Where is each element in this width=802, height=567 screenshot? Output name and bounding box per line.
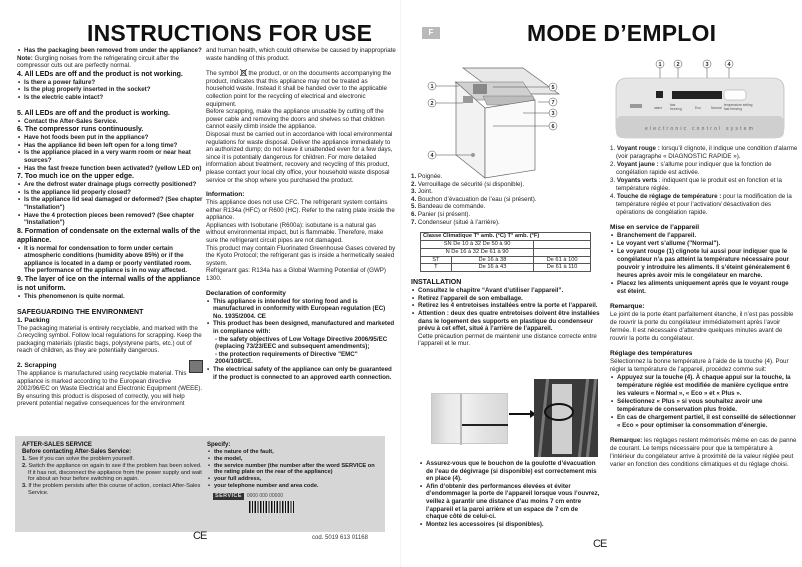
list-item: • Is the appliance lid seal damaged or deformed? (See chapter "Installation") (17, 196, 203, 211)
list-item: • Assurez-vous que le bouchon de la goulotte d’évacuation de l’eau de dégivrage (si disponible) est correctement mis en place (4). (419, 460, 601, 483)
indicator-text: s’allume pour indiquer que la fonction de congélation rapide est activée. (616, 161, 772, 176)
part-number: 3. (411, 188, 417, 196)
list-item: • Have hot foods been put in the appliance? (17, 134, 203, 142)
list-item: • Is the appliance lid properly closed? (17, 189, 203, 197)
after-sales-heading: AFTER-SALES SERVICE (22, 442, 92, 448)
section-heading: 8. Formation of condensate on the external walls of the appliance. (17, 227, 201, 244)
svg-text:6: 6 (551, 124, 555, 130)
declaration-text: This product has been designed, manufactured and marketed in compliance with: (213, 320, 395, 335)
packing-text-cont: recycling symbol. Follow local regulations for scrapping. Keep the packaging materials (plastic bags, polystyrene parts, etc.) out of reach of children, as they are potentially dangerous. (17, 332, 202, 355)
part-number: 1. (411, 173, 417, 180)
part-item (411, 211, 601, 219)
table-cell: De 61 à 110 (534, 264, 591, 272)
installation-heading: INSTALLATION (411, 279, 462, 287)
list-item: • the service number (the number after the word SERVICE on the rating plate on the rear of the appliance) (207, 463, 383, 477)
list-item: • It is normal for condensation to form under certain atmospheric conditions (humidity above 85%) or if the appliance is located in a damp or poorly ventilated room. The performance of the appliance is in no way affected. (17, 245, 203, 275)
svg-text:3: 3 (705, 62, 709, 68)
svg-text:2: 2 (676, 62, 680, 68)
temperature-settings-heading: Réglage des températures (610, 350, 693, 357)
indicator-label: Voyant jaune : (616, 161, 659, 168)
indicator-number: 3. (610, 177, 616, 184)
list-item: • Le voyant rouge (1) clignote lui aussi pour indiquer que le congélateur n’a pas atteint la température nécessaire pour pouvoir y introduire les aliments. Il s’éteint généralement 6 heures après avoir mis le congélateur en marche. (610, 248, 798, 280)
indicator-text: : indiquent que le produit est en fonction et la température réglée. (616, 177, 782, 192)
list-item: • The electrical safety of the appliance can only be guaranteed if the product is connected to an approved earth connection. (206, 366, 396, 381)
remark2-text: les réglages restent mémorisés même en cas de panne de courant. Le temps nécessaire pour que la température à l’intérieur du congélateur arrive à proximité de la valeur réglée peut varier en fonction des conditions climatiques et du réglage choisi. (610, 437, 797, 468)
list-item: • Is the electric cable intact? (17, 94, 203, 102)
after-sales-steps (22, 442, 202, 497)
indicator-item (610, 177, 798, 193)
indicator-number: 4. (610, 193, 616, 200)
indicator-number: 1. (610, 145, 616, 152)
service-plate (207, 493, 383, 500)
temperature-intro: Sélectionnez la bonne température à l’aide de la touche (4). Pour régler la température de l’appareil, procédez comme suit: (610, 358, 789, 373)
step-item (22, 483, 202, 497)
condenser-spacer-photo (534, 379, 598, 457)
part-text: Verrouillage de sécurité (si disponible). (416, 180, 525, 188)
ce-mark: CE (593, 538, 607, 550)
startup-heading: Mise en service de l’appareil (610, 224, 700, 231)
list-item: • Placez les aliments uniquement après que le voyant rouge est éteint. (610, 280, 798, 296)
table-cell: De 16 à 38 (451, 256, 533, 264)
part-number: 5. (411, 203, 417, 211)
svg-text:4: 4 (727, 62, 731, 68)
part-number: 4. (411, 195, 417, 203)
continuation-paragraph: and human health, which could otherwise be caused by inappropriate waste handling of this product. (206, 47, 396, 62)
list-item: • Has the packaging been removed from under the appliance? (17, 47, 203, 55)
part-text: Poignée. (416, 173, 443, 180)
svg-text:7: 7 (551, 100, 555, 106)
after-sales-specify (207, 442, 383, 513)
alarm-label: alarm (654, 106, 663, 110)
climate-table-header: Classe Climatique T° amb. (°C) T° amb. (°F) (421, 233, 591, 241)
ce-mark-inline: CE (257, 312, 266, 320)
after-sales-subheading: Before contacting After-Sales Service: (22, 449, 132, 455)
list-item: • Is the plug properly inserted in the socket? (17, 86, 203, 94)
step-number: 3. (22, 483, 27, 490)
table-cell: SN De 10 à 32 De 50 à 90 (421, 240, 534, 248)
step-text: See if you can solve the problem yourself. (26, 456, 134, 462)
list-item: • Is the appliance placed in a very warm room or near heat sources? (17, 149, 203, 164)
indicator-text: pour la modification de la température réglée et pour l’activation/ désactivation des opérations de congélation rapide. (616, 193, 792, 216)
directive-line: - the protection requirements of Directive "EMC" 2004/108/CE. (215, 350, 358, 366)
information-heading: Information: (206, 191, 245, 199)
step-text: Switch the appliance on again to see if the problem has been solved. If it has not, disconnect the appliance from the power supply and wait for about an hour before switching on again. (26, 462, 202, 483)
part-text: Condenseur (situé à l’arrière). (416, 218, 500, 226)
directive-line: - the safety objectives of Low Voltage Directive 2006/95/EC (replacing 73/23/EEC and subsequent amendments); (215, 335, 388, 351)
packing-paragraph (17, 325, 203, 355)
svg-text:1: 1 (430, 84, 434, 90)
remark-paragraph: Le joint de la porte étant parfaitement étanche, il n’est pas possible de rouvrir la porte du congélateur immédiatement après l’avoir fermée. Il est nécessaire d’attendre quelques minutes avant de rouvrir la porte du congélateur. (610, 311, 794, 342)
page-title: INSTRUCTIONS FOR USE (87, 20, 373, 46)
list-item: • your telephone number and area code. (207, 483, 383, 490)
part-item (411, 188, 601, 196)
list-item: • Le voyant vert s’allume ("Normal"). (610, 240, 798, 248)
after-sales-box (15, 436, 385, 532)
page-title: MODE D’EMPLOI (527, 20, 717, 46)
chest-freezer-diagram (423, 60, 563, 180)
note-label: Note: (17, 54, 33, 62)
section-heading: 7. Too much ice on the upper edge. (17, 173, 134, 181)
table-cell: T (421, 264, 452, 272)
remark2-paragraph (610, 437, 798, 469)
part-number: 6. (411, 210, 417, 218)
disposal-paragraph: Disposal must be carried out in accordance with local environmental regulations for waste disposal. Deliver the appliance immediately to an authorized dump; do not leave it unattended even for a few days, since it is potentially dangerous for children. For more detailed information about treatment, recovery and recycling of this product, please contact your local city office, your household waste disposal service or the shop where you purchased the product. (206, 130, 393, 184)
environment-heading: SAFEGUARDING THE ENVIRONMENT (17, 308, 144, 316)
scrapping-paragraph-2: By ensuring this product is disposed of correctly, you will help prevent potential negative consequences for the environment (17, 392, 185, 408)
indicator-item (610, 161, 798, 177)
symbol-text-cont: the product, or on the documents accompanying the product, indicates that this appliance may not be treated as household waste. Instead it shall be handed over to the applicable collection point for the recycling of electrical and electronic equipment. (206, 70, 392, 108)
part-item (411, 196, 601, 204)
part-item (411, 173, 601, 181)
crossed-bin-icon (240, 69, 247, 76)
list-item: • Attention : deux des quatre entretoises doivent être installées dans le logement des supports en plastique du condenseur prévu à cet effet, situé à l’arrière de l’appareil. (411, 310, 601, 333)
control-panel-diagram (612, 56, 788, 151)
before-scrapping-paragraph: Before scrapping, make the appliance unusable by cutting off the power cable and removing the doors and shelves so that children cannot easily climb inside the appliance. (206, 108, 385, 131)
svg-text:temperature setting: temperature setting (724, 103, 753, 107)
step-number: 2. (22, 462, 27, 469)
packing-heading: 1. Packing (17, 316, 50, 324)
indicator-label: Voyant rouge : (616, 145, 660, 152)
indicators-settings-column (610, 145, 798, 469)
list-item: • Retirez l’appareil de son emballage. (411, 295, 601, 303)
list-item: • Branchement de l’appareil. (610, 232, 798, 240)
arrow-right-icon (509, 413, 531, 415)
list-item: • Have the 4 protection pieces been removed? (See chapter "Installation") (17, 212, 203, 227)
indicator-item (610, 145, 798, 161)
list-item: • Retirez les 4 entretoises installées entre la porte et l’appareil. (411, 302, 601, 310)
symbol-paragraph (206, 69, 396, 108)
part-text: Panier (si présent). (416, 210, 471, 218)
list-item: • Sélectionnez « Plus » si vous souhaitez avoir une température de conservation plus froide. (610, 398, 798, 414)
part-number: 7. (411, 218, 417, 226)
part-item (411, 219, 601, 227)
weee-bin-icon (189, 360, 203, 373)
svg-text:freezing: freezing (670, 107, 682, 111)
language-badge: F (422, 27, 440, 39)
list-item: • your full address, (207, 476, 383, 483)
scrapping-heading: 2. Scrapping (17, 362, 57, 370)
recycle-icon: ♺ (17, 332, 23, 340)
specify-heading: Specify: (207, 442, 231, 448)
table-cell (534, 240, 591, 248)
indicator-label: Voyants verts (616, 177, 658, 184)
svg-text:fast freezing: fast freezing (724, 107, 742, 111)
list-item: • the nature of the fault, (207, 449, 383, 456)
part-item (411, 181, 601, 189)
note-text: Gurgling noises from the refrigerating circuit after the compressor cuts out are perfectly normal. (17, 54, 179, 70)
info-paragraph: Refrigerant gas: R134a has a Global Warming Potential of (GWP) 1300. (206, 267, 386, 283)
list-item: • the model, (207, 456, 383, 463)
service-label: SERVICE (215, 492, 242, 499)
info-paragraph: This appliance does not use CFC. The refrigerant system contains either R134a (HFC) or R600 (HC). Refer to the rating plate inside the appliance. (206, 199, 395, 222)
step-text: If the problem persists after this course of action, contact After-Sales Service. (26, 483, 201, 496)
svg-text:2: 2 (430, 101, 434, 107)
remark2-label: Remarque: (610, 437, 643, 444)
section-heading: 5. All LEDs are off and the product is working. (17, 109, 170, 117)
list-item (206, 320, 396, 366)
section-heading: 6. The compressor runs continuously. (17, 126, 144, 134)
svg-text:4: 4 (430, 153, 434, 159)
climate-class-table (420, 232, 591, 272)
indicator-text: lorsqu’il clignote, il indique une condition d’alarme (voir paragraphe « DIAGNOSTIC RAPIDE »). (616, 145, 798, 160)
svg-text:3: 3 (551, 111, 555, 117)
section-heading: 4. All LEDs are off and the product is not working. (17, 70, 183, 78)
table-cell: De 16 à 43 (451, 264, 533, 272)
list-item: • Afin d’obtenir des performances élevées et éviter d’endommager la porte de l’appareil lorsque vous l’ouvrez, veillez à garantir une distance d’au moins 7 cm entre l’appareil et la paroi arrière et un espace de 7 cm de chaque côté de celui-ci. (419, 483, 601, 521)
step-item (22, 456, 202, 463)
list-item: • Consultez le chapitre “Avant d’utiliser l’appareil”. (411, 287, 601, 295)
list-item: • This phenomenon is quite normal. (17, 293, 203, 301)
installation-note: Cette précaution permet de maintenir une distance correcte entre l’appareil et le mur. (418, 332, 597, 348)
part-item (411, 203, 601, 211)
list-item: • Has the fast freeze function been activated? (yellow LED on) (17, 165, 203, 173)
note-paragraph (17, 55, 203, 70)
scrapping-block (17, 362, 203, 408)
declaration-text: This appliance is intended for storing food and is manufactured in conformity with European regulation (EC) No. 1935/2004. (213, 297, 386, 320)
page-french (401, 0, 802, 567)
table-cell: De 61 à 100 (534, 256, 591, 264)
table-cell (534, 248, 591, 256)
svg-text:fast: fast (670, 103, 676, 107)
svg-text:Eco: Eco (695, 106, 701, 110)
parts-installation-column (411, 173, 601, 348)
list-item: • Montez les accessoires (si disponibles). (419, 521, 601, 529)
symbol-text: The symbol (206, 70, 240, 78)
ce-mark: CE (193, 530, 207, 542)
list-item: • Is there a power failure? (17, 79, 203, 87)
part-text: Bouchon d’évacuation de l’eau (si présent). (416, 195, 537, 203)
service-number: 0000 000 00000 (246, 492, 284, 499)
remark-heading: Remarque: (610, 303, 645, 310)
indicator-label: Touche de réglage de température : (616, 193, 722, 200)
list-item: • Appuyez sur la touche (4). À chaque appui sur la touche, la température réglée est modifiée de manière cyclique entre les valeurs « Normal », « Eco » et « Plus ». (610, 374, 798, 398)
environment-column (206, 47, 396, 381)
barcode-icon (249, 501, 294, 513)
scrapping-paragraph: The appliance is manufactured using recyclable material. This appliance is marked according to the European directive 2002/96/EC on Waste Electrical and Electronic Equipment (WEEE). (17, 370, 203, 393)
packing-text: The packaging material is entirely recyclable, and marked with the (17, 324, 198, 332)
step-item (22, 463, 202, 483)
declaration-heading: Declaration of conformity (206, 289, 286, 297)
svg-text:1: 1 (658, 62, 662, 68)
part-text: Joint. (416, 188, 433, 196)
svg-text:Normal: Normal (711, 106, 722, 110)
part-number: 2. (411, 180, 417, 188)
list-item: • En cas de chargement partiel, il est conseillé de sélectionner « Eco » pour optimiser la consommation d’énergie. (610, 414, 798, 430)
indicator-number: 2. (610, 161, 616, 168)
indicator-item (610, 193, 798, 217)
svg-text:5: 5 (551, 85, 555, 91)
list-item: • Contact the After-Sales Service. (17, 118, 203, 126)
part-text: Bandeau de commande. (416, 203, 486, 211)
troubleshooting-column (17, 47, 203, 408)
info-paragraph: Appliances with Isobutane (R600a): isobutane is a natural gas without environmental impact, but is flammable. Therefore, make sure the refrigerant circuit pipes are not damaged. (206, 221, 384, 245)
table-cell: N De 16 à 32 De 61 à 90 (421, 248, 534, 256)
document-code: cod. 5019 613 01168 (312, 535, 368, 541)
list-item: • Are the defrost water drainage plugs correctly positioned? (17, 181, 203, 189)
list-item (206, 298, 396, 321)
installation-continued (419, 460, 601, 528)
section-heading: 9. The layer of ice on the internal walls of the appliance is not uniform. (17, 276, 201, 293)
info-paragraph: This product may contain Fluorinated Greenhouse Gases covered by the Kyoto Protocol; the refrigerant gas is inside a hermetically sealed system. (206, 244, 396, 267)
table-cell: ST (421, 256, 452, 264)
svg-text:electronic control system: electronic control system (644, 126, 756, 132)
freezer-side-photo (431, 393, 508, 444)
step-number: 1. (22, 456, 27, 462)
list-item: • Has the appliance lid been left open for a long time? (17, 142, 203, 150)
